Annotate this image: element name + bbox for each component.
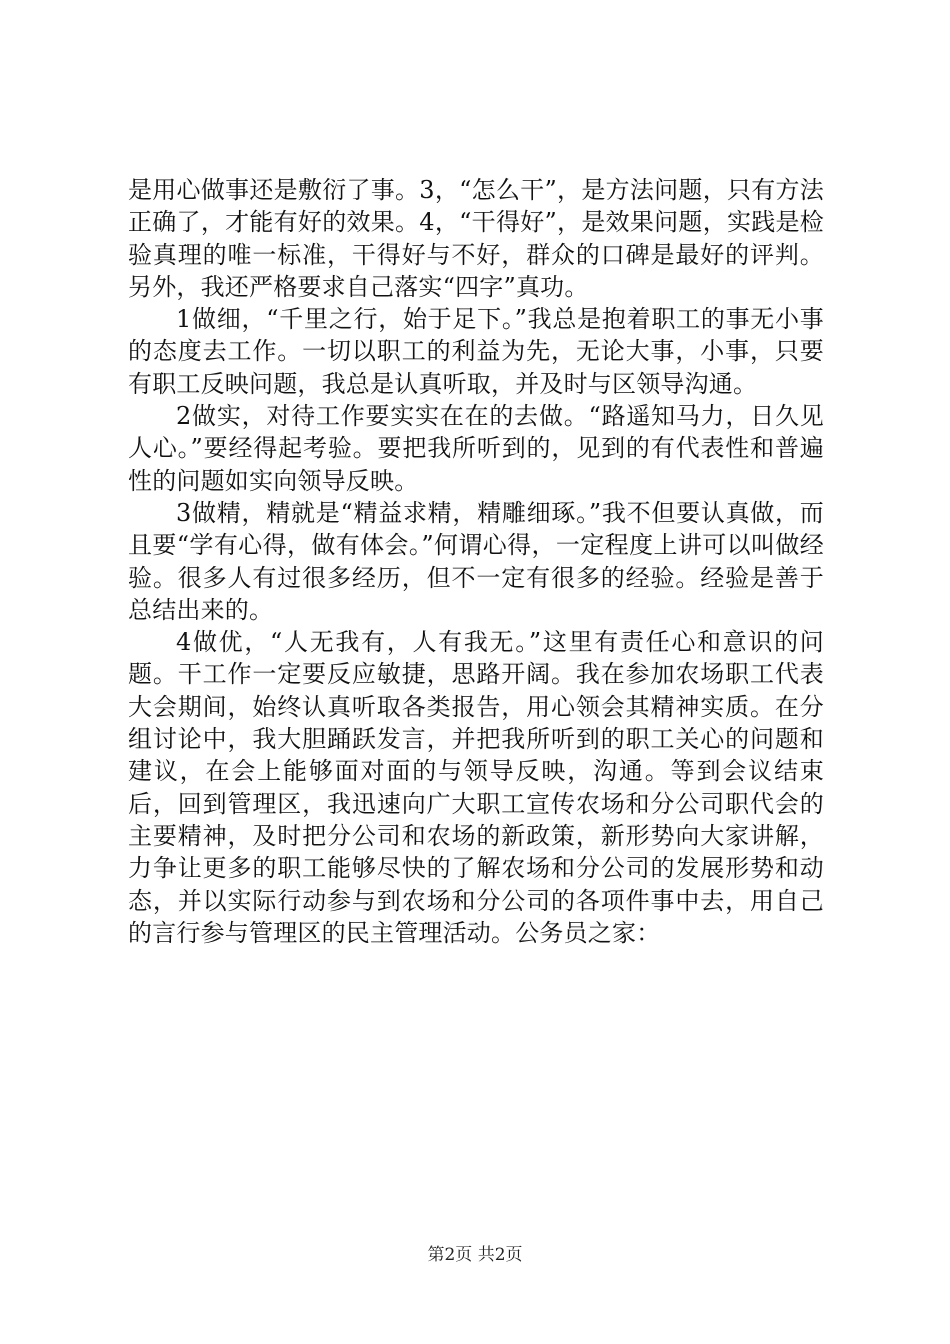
page-footer: 第2页 共2页 (427, 1245, 523, 1265)
paragraph-item-4: 4做优，“人无我有，人有我无。”这里有责任心和意识的问题。干工作一定要反应敏捷，思路开阔。我在参加农场职工代表大会期间，始终认真听取各类报告，用心领会其精神实质。在分组讨论中，我大胆踊跃发言，并把我所听到的职工关心的问题和建议，在会上能够面对面的与领导反映，沟通。等到会议结束后，回到管理区，我迅速向广大职工宣传农场和分公司职代会的主要精神，及时把分公司和农场的新政策，新形势向大家讲解，力争让更多的职工能够尽快的了解农场和分公司的发展形势和动态，并以实际行动参与到农场和分公司的各项件事中去，用自己的言行参与管理区的民主管理活动。公务员之家： (128, 628, 824, 947)
paragraph-item-1: 1做细，“千里之行，始于足下。”我总是抱着职工的事无小事的态度去工作。一切以职工的利益为先，无论大事，小事，只要有职工反映问题，我总是认真听取，并及时与区领导沟通。 (128, 305, 824, 398)
paragraph-item-2: 2做实，对待工作要实实在在的去做。“路遥知马力，日久见人心。”要经得起考验。要把我所听到的，见到的有代表性和普遍性的问题如实向领导反映。 (128, 402, 824, 495)
body-text (128, 174, 824, 949)
paragraph-continuation: 是用心做事还是敷衍了事。3，“怎么干”，是方法问题，只有方法正确了，才能有好的效果。4，“干得好”，是效果问题，实践是检验真理的唯一标准，干得好与不好，群众的口碑是最好的评判。另外，我还严格要求自己落实“四字”真功。 (128, 176, 824, 301)
paragraph-item-3: 3做精，精就是“精益求精，精雕细琢。”我不但要认真做，而且要“学有心得，做有体会。”何谓心得，一定程度上讲可以叫做经验。很多人有过很多经历，但不一定有很多的经验。经验是善于总结出来的。 (128, 498, 824, 624)
